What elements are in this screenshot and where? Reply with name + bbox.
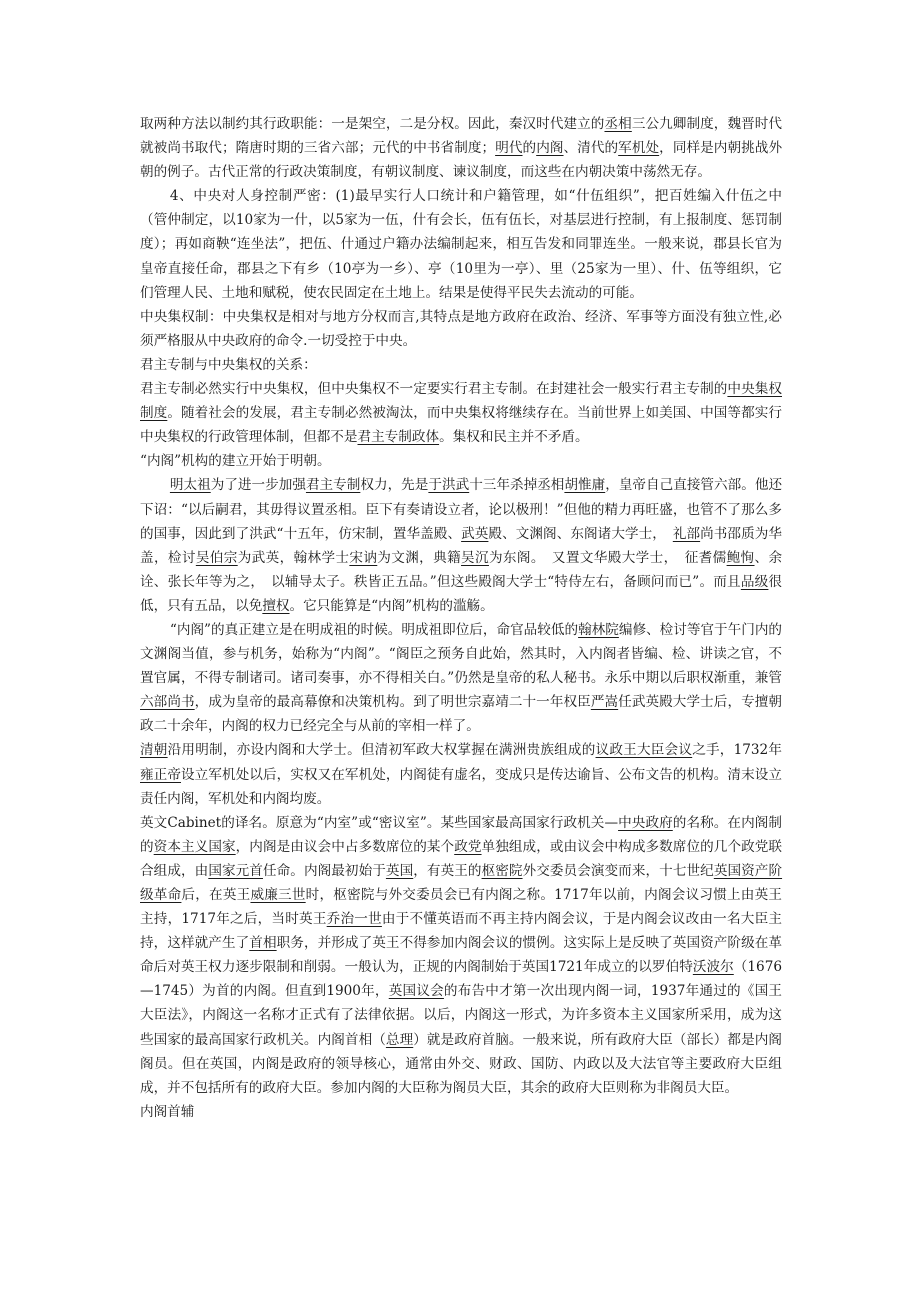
hyperlink-term[interactable]: 君主专制 bbox=[305, 477, 361, 494]
paragraph-text: 十三年杀掉丞相 bbox=[469, 477, 565, 494]
paragraph-text: 三公九卿制度，魏晋时代就被尚书取代；隋唐时期的三省六部；元代的中书省制度； bbox=[140, 116, 783, 157]
paragraph-text: ，皇帝自己直接管六部。他还下诏：“以后嗣君，其毋得议置丞相。臣下有奏请设立者，论以极刑！”但他的精力再旺盛，也管不了那么多的国事，因此到了洪武“十五年，仿宋制，置华盖殿、 bbox=[140, 477, 783, 542]
hyperlink-term[interactable]: 君主专制政体 bbox=[357, 429, 440, 446]
paragraph-text: 任命。内阁最初始于 bbox=[262, 862, 386, 879]
hyperlink-term[interactable]: 总理 bbox=[385, 1031, 414, 1048]
paragraph-text: 编修、检讨等官于午门内的文渊阁当值，参与机务，始称为“内阁”。“阁臣之预务自此始，然其时，入内阁者皆编、检、讲读之官，不置官属，不得专制诸司。诸司奏事，亦不得相关白。”仍然是皇帝的私人秘书。永乐中期以后职权渐重，兼管 bbox=[140, 621, 783, 687]
paragraph-text: 的布告中才第一次出现内阁一词，1937年通过的《国王大臣法》，内阁这一名称才正式有了法律依据。以后，内阁这一形式，为许多资本主义国家所采用，成为这些国家的最高国家行政机关。内阁首相（ bbox=[140, 983, 783, 1048]
paragraph-text: ，内阁是由议会中占多数席位的某个 bbox=[235, 838, 455, 855]
hyperlink-term[interactable]: 吴伯宗 bbox=[195, 549, 238, 566]
p-centralization-def bbox=[140, 305, 782, 353]
paragraph-text: 为武英，翰林学士 bbox=[237, 549, 350, 566]
hyperlink-term[interactable]: 明代 bbox=[495, 140, 523, 157]
hyperlink-term[interactable]: 乔治一世 bbox=[326, 911, 382, 928]
hyperlink-term[interactable]: 首相 bbox=[249, 935, 277, 952]
hyperlink-term[interactable]: 资本主义国家 bbox=[153, 838, 236, 855]
paragraph-text: ）就是政府首脑。一般来说，所有政府大臣（部长）都是内阁阁员。但在英国，内阁是政府的领导核心，通常由外交、财政、国防、内政以及大法官等主要政府大臣组成，并不包括所有的政府大臣。参加内阁的大臣称为阁员大臣，其余的政府大臣则称为非阁员大臣。 bbox=[140, 1031, 783, 1096]
hyperlink-term[interactable]: 军机处 bbox=[618, 140, 660, 157]
paragraph-text: 、清代的 bbox=[563, 140, 619, 157]
paragraph-text: 为东阁。 又置文华殿大学士， 征耆儒 bbox=[488, 549, 727, 566]
paragraph-text: 的名称。在内阁制的 bbox=[140, 814, 783, 855]
hyperlink-term[interactable]: 于洪武 bbox=[428, 477, 470, 494]
paragraph-text: 任武英殿大学士后，专擅朝政二十余年，内阁的权力已经完全与从前的宰相一样了。 bbox=[140, 694, 783, 735]
hyperlink-term[interactable]: 丞相 bbox=[604, 116, 632, 132]
p-ming-taizu bbox=[140, 473, 782, 618]
p-cabinet bbox=[140, 811, 782, 1100]
paragraph-text: 君主专制与中央集权的关系： bbox=[140, 356, 317, 373]
paragraph-text: ，同样是内朝挑战外朝的例子。古代正常的行政决策制度，有朝议制度、谏议制度，而这些在内朝决策中荡然无存。 bbox=[140, 140, 783, 181]
hyperlink-term[interactable]: 沃波尔 bbox=[692, 959, 734, 976]
paragraph-text: 外交委员会演变而来，十七世纪 bbox=[522, 862, 714, 879]
paragraph-text: 权力，先是 bbox=[360, 477, 429, 494]
paragraph-text: 的 bbox=[522, 140, 537, 157]
hyperlink-term[interactable]: 翰林院 bbox=[578, 621, 619, 638]
hyperlink-term[interactable]: 英国议会 bbox=[388, 983, 444, 1000]
hyperlink-term[interactable]: 胡惟庸 bbox=[564, 477, 606, 494]
paragraph-text: ，有英王的 bbox=[413, 862, 482, 879]
hyperlink-term[interactable]: 明太祖 bbox=[169, 477, 211, 494]
paragraph-text: 设立军机处以后，实权又在军机处，内阁徒有虚名，变成只是传达谕旨、公布文告的机构。清末设立责任内阁，军机处和内阁均废。 bbox=[140, 766, 782, 807]
paragraph-text: 内阁首辅 bbox=[140, 1103, 195, 1120]
paragraph-text: 4、中央对人身控制严密：(1)最早实行人口统计和户籍管理，如“什伍组织”，把百姓编入什伍之中（管仲制定，以10家为一什，以5家为一伍，什有会长，伍有伍长，对基层进行控制，有上报制度、惩罚制度）；再如商鞅“连坐法”，把伍、什通过户籍办法编制起来，相互告发和同罪连坐。一般来说，郡县长官为皇帝直接任命，郡县之下有乡（10亭为一乡）、亭（10里为一亭）、里（25家为一里）、什、伍等组织，它们管理人民、土地和赋税，使农民固定在土地上。结果是使得平民失去流动的可能。 bbox=[140, 188, 782, 301]
hyperlink-term[interactable]: 英国 bbox=[385, 862, 414, 879]
p-relation-heading bbox=[140, 353, 782, 377]
paragraph-text: 殿、文渊阁、东阁诸大学士， bbox=[488, 525, 673, 542]
hyperlink-term[interactable]: 清朝 bbox=[140, 742, 168, 759]
paragraph-text: 沿用明制，亦设内阁和大学士。但清初军政大权掌握在满洲贵族组成的 bbox=[167, 742, 596, 759]
hyperlink-term[interactable]: 擅权 bbox=[262, 597, 290, 614]
paragraph-text: 、余诠、张长年等为之， 以辅导太子。秩皆正五品。”但这些殿阁大学士“特侍左右，备顾问而已”。而且 bbox=[140, 549, 783, 590]
paragraph-text: 英文Cabinet的译名。原意为“内室”或“密议室”。某些国家最高国家行政机关— bbox=[140, 814, 619, 831]
hyperlink-term[interactable]: 吴沉 bbox=[461, 549, 489, 566]
paragraph-text: 尚书邵质为华盖，检讨 bbox=[140, 525, 782, 566]
p-neige-shoufu bbox=[140, 1100, 782, 1124]
hyperlink-term[interactable]: 武英 bbox=[461, 525, 489, 542]
hyperlink-term[interactable]: 雍正帝 bbox=[140, 766, 181, 783]
hyperlink-term[interactable]: 严嵩 bbox=[590, 694, 619, 711]
paragraph-text: 为了进一步加强 bbox=[210, 477, 306, 494]
hyperlink-term[interactable]: 政党 bbox=[454, 838, 482, 855]
hyperlink-term[interactable]: 鲍恂 bbox=[726, 549, 755, 566]
paragraph-text: 。集权和民主并不矛盾。 bbox=[439, 429, 589, 446]
p-personal-control bbox=[140, 184, 782, 304]
paragraph-text: 后，在英王 bbox=[181, 887, 251, 903]
hyperlink-term[interactable]: 国家元首 bbox=[208, 862, 263, 879]
paragraph-text: 为文渊，典籍 bbox=[377, 549, 462, 566]
p-separation-of-power bbox=[140, 112, 782, 184]
hyperlink-term[interactable]: 议政王大臣会议 bbox=[595, 742, 693, 759]
hyperlink-term[interactable]: 礼部 bbox=[672, 525, 701, 542]
document-body bbox=[140, 112, 782, 1124]
hyperlink-term[interactable]: 中央政府 bbox=[618, 814, 673, 831]
hyperlink-term[interactable]: 宋讷 bbox=[349, 549, 378, 566]
hyperlink-term[interactable]: 内阁 bbox=[536, 140, 564, 157]
paragraph-text: 取两种方法以制约其行政职能：一是架空，二是分权。因此，秦汉时代建立的 bbox=[140, 116, 605, 132]
paragraph-text: 很低，只有五品，以免 bbox=[140, 573, 783, 614]
p-relation-body bbox=[140, 377, 782, 449]
hyperlink-term[interactable]: 六部尚书 bbox=[140, 694, 195, 711]
paragraph-text: “内阁”机构的建立开始于明朝。 bbox=[140, 453, 331, 470]
paragraph-text: 时，枢密院与外交委员会已有内阁之称。1717年以前，内阁会议习惯上由英王主持，1717年之后，当时英王 bbox=[140, 887, 783, 928]
paragraph-text: 职务，并形成了英王不得参加内阁会议的惯例。这实际上是反映了英国资产阶级在革命后对英王权力逐步限制和削弱。一般认为，正规的内阁制始于英国1721年成立的以罗伯特 bbox=[140, 935, 783, 976]
p-qing bbox=[140, 738, 782, 810]
hyperlink-term[interactable]: 枢密院 bbox=[481, 862, 523, 879]
paragraph-text: “内阁”的真正建立是在明成祖的时候。明成祖即位后，命官品较低的 bbox=[169, 621, 579, 638]
paragraph-text: 。随着社会的发展，君主专制必然被淘汰，而中央集权将继续存在。当前世界上如美国、中国等都实行中央集权的行政管理体制，但都不是 bbox=[140, 405, 783, 446]
hyperlink-term[interactable]: 品级 bbox=[740, 573, 769, 590]
paragraph-text: 单独组成，或由议会中构成多数席位的几个政党联合组成，由 bbox=[140, 838, 783, 879]
paragraph-text: 。它只能算是“内阁”机构的滥觞。 bbox=[289, 597, 494, 614]
p-real-establishment bbox=[140, 618, 782, 738]
hyperlink-term[interactable]: 威廉三世 bbox=[250, 887, 306, 903]
paragraph-text: 中央集权制：中央集权是相对与地方分权而言,其特点是地方政府在政治、经济、军事等方面没有独立性,必须严格服从中央政府的命令.一切受控于中央。 bbox=[140, 308, 782, 349]
paragraph-text: （1676—1745）为首的内阁。但直到1900年， bbox=[140, 959, 782, 1000]
p-neige-heading bbox=[140, 449, 782, 473]
paragraph-text: 由于不懂英语而不再主持内阁会议，于是内阁会议改由一名大臣主持，这样就产生了 bbox=[140, 911, 782, 952]
paragraph-text: ，成为皇帝的最高幕僚和决策机构。到了明世宗嘉靖二十一年权臣 bbox=[194, 694, 591, 711]
paragraph-text: 之手，1732年 bbox=[692, 742, 782, 759]
hyperlink-term[interactable]: 中央集权制度 bbox=[140, 381, 782, 422]
hyperlink-term[interactable]: 英国资产阶级革命 bbox=[140, 862, 783, 903]
paragraph-text: 君主专制必然实行中央集权，但中央集权不一定要实行君主专制。在封建社会一般实行君主专制的 bbox=[140, 381, 728, 398]
